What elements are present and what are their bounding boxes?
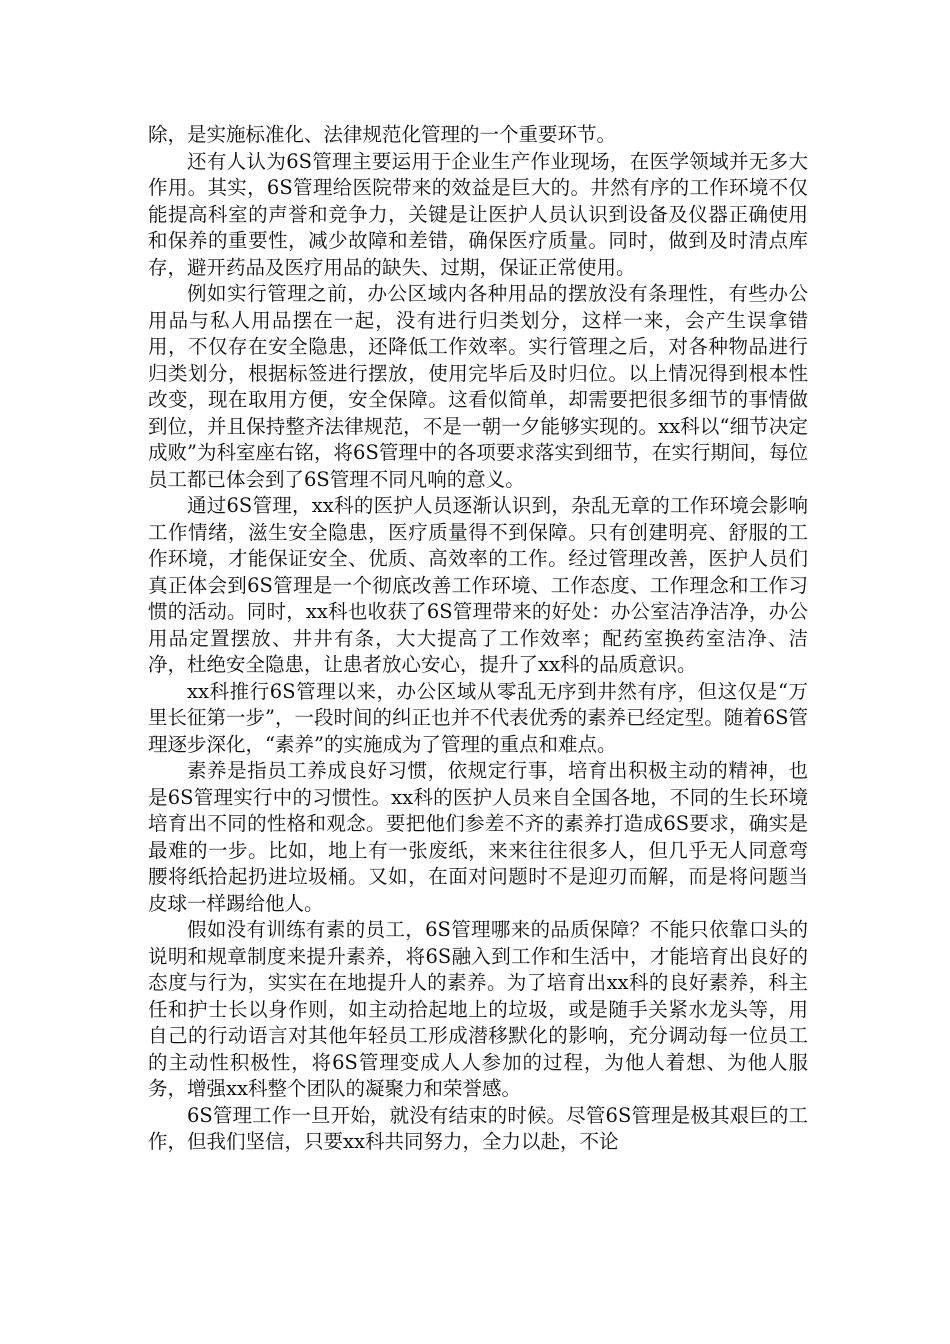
paragraph-4: 通过6S管理，xx科的医护人员逐渐认识到，杂乱无章的工作环境会影响工作情绪，滋生安全隐患，医疗质量得不到保障。只有创建明亮、舒服的工作环境，才能保证安全、优质、高效率的工作。经过管理改善，医护人员们真正体会到6S管理是一个彻底改善工作环境、工作态度、工作理念和工作习惯的活动。同时，xx科也收获了6S管理带来的好处：办公室洁净洁净，办公用品定置摆放、井井有条，大大提高了工作效率；配药室换药室洁净、洁净，杜绝安全隐患，让患者放心安心，提升了xx科的品质意识。 (148, 494, 808, 676)
document-page (148, 122, 808, 1156)
paragraph-1: 除，是实施标准化、法律规范化管理的一个重要环节。 (148, 123, 617, 146)
paragraph-8: 6S管理工作一旦开始，就没有结束的时候。尽管6S管理是极其艰巨的工作，但我们坚信，只要xx科共同努力，全力以赴，不论 (148, 1103, 808, 1153)
paragraph-5: xx科推行6S管理以来，办公区域从零乱无序到井然有序，但这仅是“万里长征第一步”，一段时间的纠正也并不代表优秀的素养已经定型。随着6S管理逐步深化，“素养”的实施成为了管理的重点和难点。 (148, 679, 808, 756)
paragraph-3: 例如实行管理之前，办公区域内各种用品的摆放没有条理性，有些办公用品与私人用品摆在一起，没有进行归类划分，这样一来，会产生误拿错用，不仅存在安全隐患，还降低工作效率。实行管理之后，对各种物品进行归类划分，根据标签进行摆放，使用完毕后及时归位。以上情况得到根本性改变，现在取用方便，安全保障。这看似简单，却需要把很多细节的事情做到位，并且保持整齐法律规范，不是一朝一夕能够实现的。xx科以“细节决定成败”为科室座右铭，将6S管理中的各项要求落实到细节，在实行期间，每位员工都已体会到了6S管理不同凡响的意义。 (148, 282, 808, 491)
paragraph-2: 还有人认为6S管理主要运用于企业生产作业现场，在医学领域并无多大作用。其实，6S管理给医院带来的效益是巨大的。井然有序的工作环境不仅能提高科室的声誉和竞争力，关键是让医护人员认识到设备及仪器正确使用和保养的重要性，减少故障和差错，确保医疗质量。同时，做到及时清点库存，避开药品及医疗用品的缺失、过期，保证正常使用。 (148, 149, 808, 279)
paragraph-6: 素养是指员工养成良好习惯，依规定行事，培育出积极主动的精神，也是6S管理实行中的习惯性。xx科的医护人员来自全国各地，不同的生长环境培育出不同的性格和观念。要把他们参差不齐的素养打造成6S要求，确实是最难的一步。比如，地上有一张废纸，来来往往很多人，但几乎无人同意弯腰将纸拾起扔进垃圾桶。又如，在面对问题时不是迎刃而解，而是将问题当皮球一样踢给他人。 (148, 759, 808, 915)
paragraph-7: 假如没有训练有素的员工，6S管理哪来的品质保障？不能只依靠口头的说明和规章制度来提升素养，将6S融入到工作和生活中，才能培育出良好的态度与行为，实实在在地提升人的素养。为了培育出xx科的良好素养，科主任和护士长以身作则，如主动拾起地上的垃圾，或是随手关紧水龙头等，用自己的行动语言对其他年轻员工形成潜移默化的影响，充分调动每一位员工的主动性积极性，将6S管理变成人人参加的过程，为他人着想、为他人服务，增强xx科整个团队的凝聚力和荣誉感。 (148, 918, 808, 1100)
